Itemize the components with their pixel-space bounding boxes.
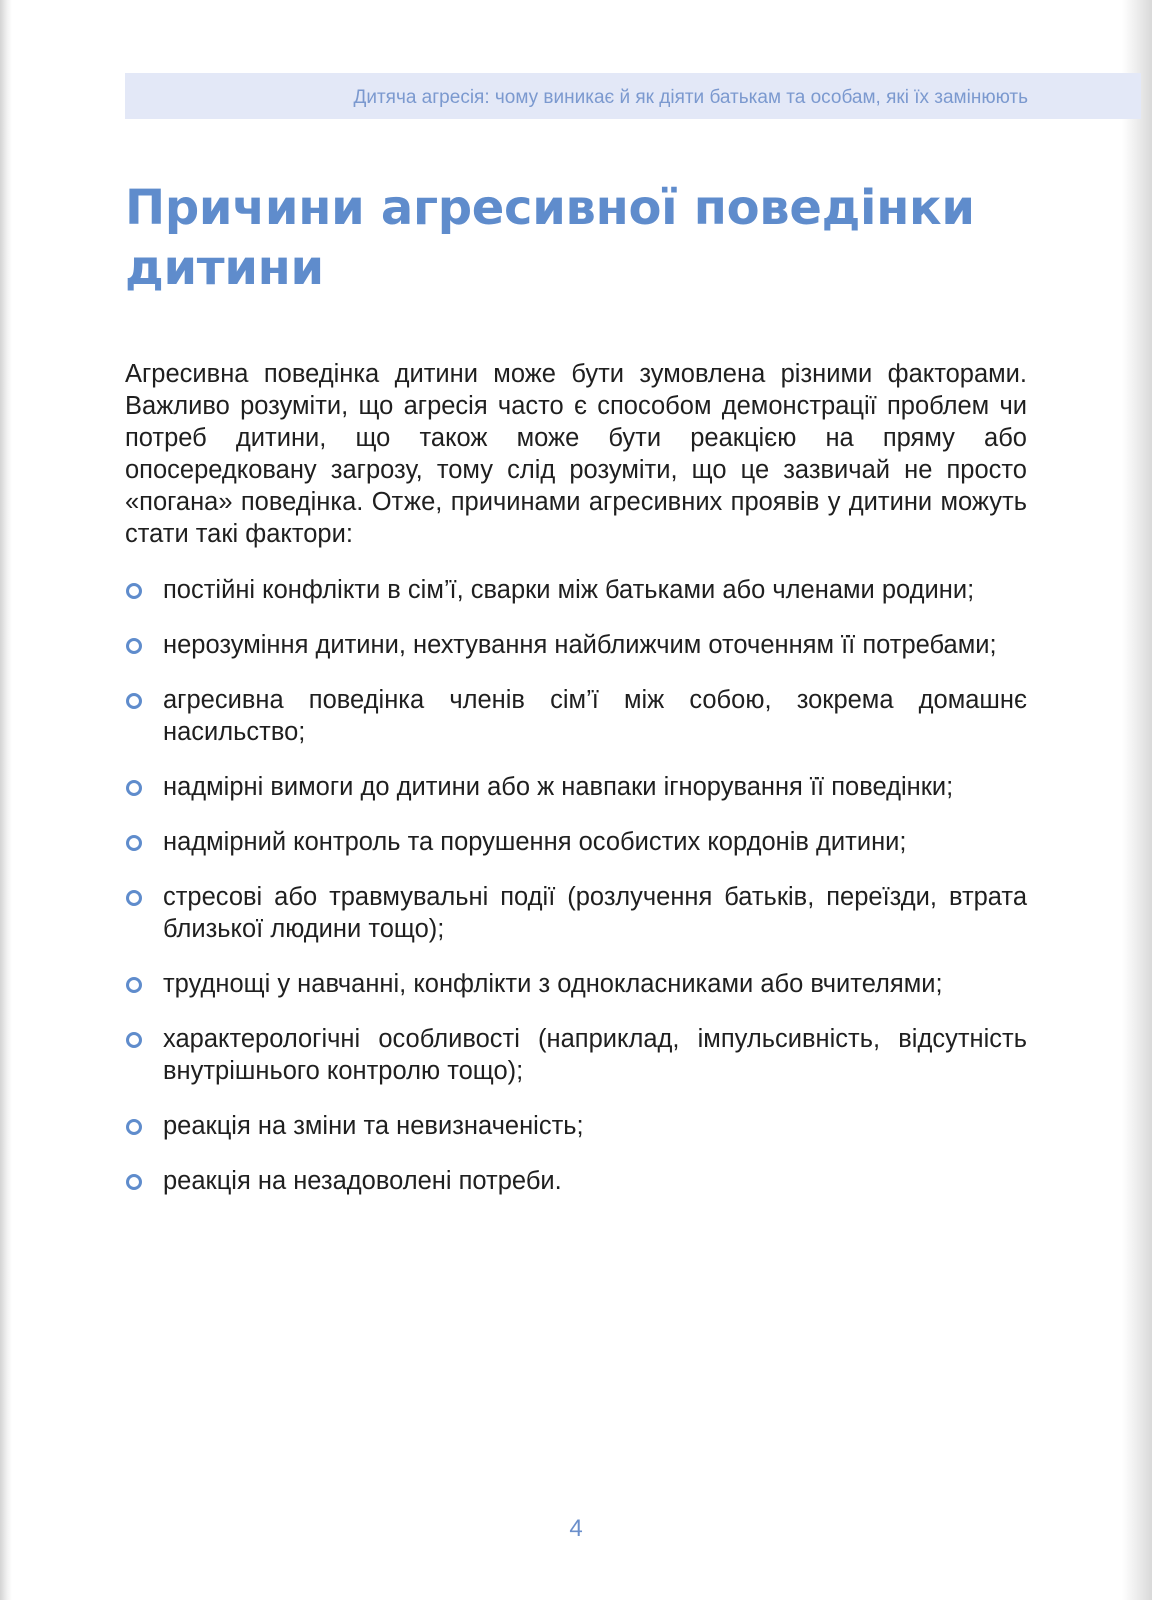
- running-header: [125, 73, 1141, 119]
- list-item: [125, 968, 1027, 1000]
- running-header-title: Дитяча агресія: чому виникає й як діяти батькам та особам, які їх замінюють: [353, 87, 1028, 108]
- intro-paragraph: Агресивна поведінка дитини може бути зумовлена різними факторами. Важливо розуміти, що агресія часто є способом демонстрації проблем чи потреб дитини, що також може бути реакцією на пряму або опосередковану загрозу, тому слід розуміти, що це зазвичай не просто «погана» поведінка. Отже, причинами агресивних проявів у дитини можуть стати такі фактори:: [125, 360, 1027, 548]
- ring-bullet-icon: [126, 1119, 142, 1135]
- list-item: [125, 684, 1027, 748]
- list-item-text: постійні конфлікти в сім’ї, сварки між батьками або членами родини;: [163, 576, 975, 604]
- list-item-text: стресові або травмувальні події (розлучення батьків, переїзди, втрата близької людини тощо);: [163, 883, 1027, 943]
- page-left-shadow: [0, 0, 12, 1600]
- list-item-text: реакція на незадоволені потреби.: [163, 1167, 562, 1195]
- list-item-text: труднощі у навчанні, конфлікти з однокласниками або вчителями;: [163, 970, 943, 998]
- list-item: [125, 1165, 1027, 1197]
- ring-bullet-icon: [126, 1032, 142, 1048]
- ring-bullet-icon: [126, 977, 142, 993]
- factors-list: [125, 574, 1027, 1220]
- ring-bullet-icon: [126, 583, 142, 599]
- list-item: [125, 881, 1027, 945]
- list-item-text: реакція на зміни та невизначеність;: [163, 1112, 584, 1140]
- list-item: [125, 574, 1027, 606]
- ring-bullet-icon: [126, 780, 142, 796]
- list-item: [125, 771, 1027, 803]
- list-item-text: агресивна поведінка членів сім’ї між собою, зокрема домашнє насильство;: [163, 686, 1027, 746]
- list-item-text: надмірні вимоги до дитини або ж навпаки ігнорування її поведінки;: [163, 773, 954, 801]
- list-item: [125, 826, 1027, 858]
- page-number: 4: [569, 1515, 583, 1542]
- ring-bullet-icon: [126, 890, 142, 906]
- ring-bullet-icon: [126, 693, 142, 709]
- list-item-text: характерологічні особливості (наприклад, імпульсивність, відсутність внутрішнього контролю тощо);: [163, 1025, 1027, 1085]
- section-title: Причини агресивної поведінки дитини: [125, 180, 975, 296]
- list-item: [125, 1110, 1027, 1142]
- list-item-text: надмірний контроль та порушення особистих кордонів дитини;: [163, 828, 907, 856]
- list-item: [125, 629, 1027, 661]
- list-item-text: нерозуміння дитини, нехтування найближчим оточенням її потребами;: [163, 631, 997, 659]
- ring-bullet-icon: [126, 638, 142, 654]
- list-item: [125, 1023, 1027, 1087]
- page-right-shadow: [1122, 0, 1152, 1600]
- ring-bullet-icon: [126, 835, 142, 851]
- ring-bullet-icon: [126, 1174, 142, 1190]
